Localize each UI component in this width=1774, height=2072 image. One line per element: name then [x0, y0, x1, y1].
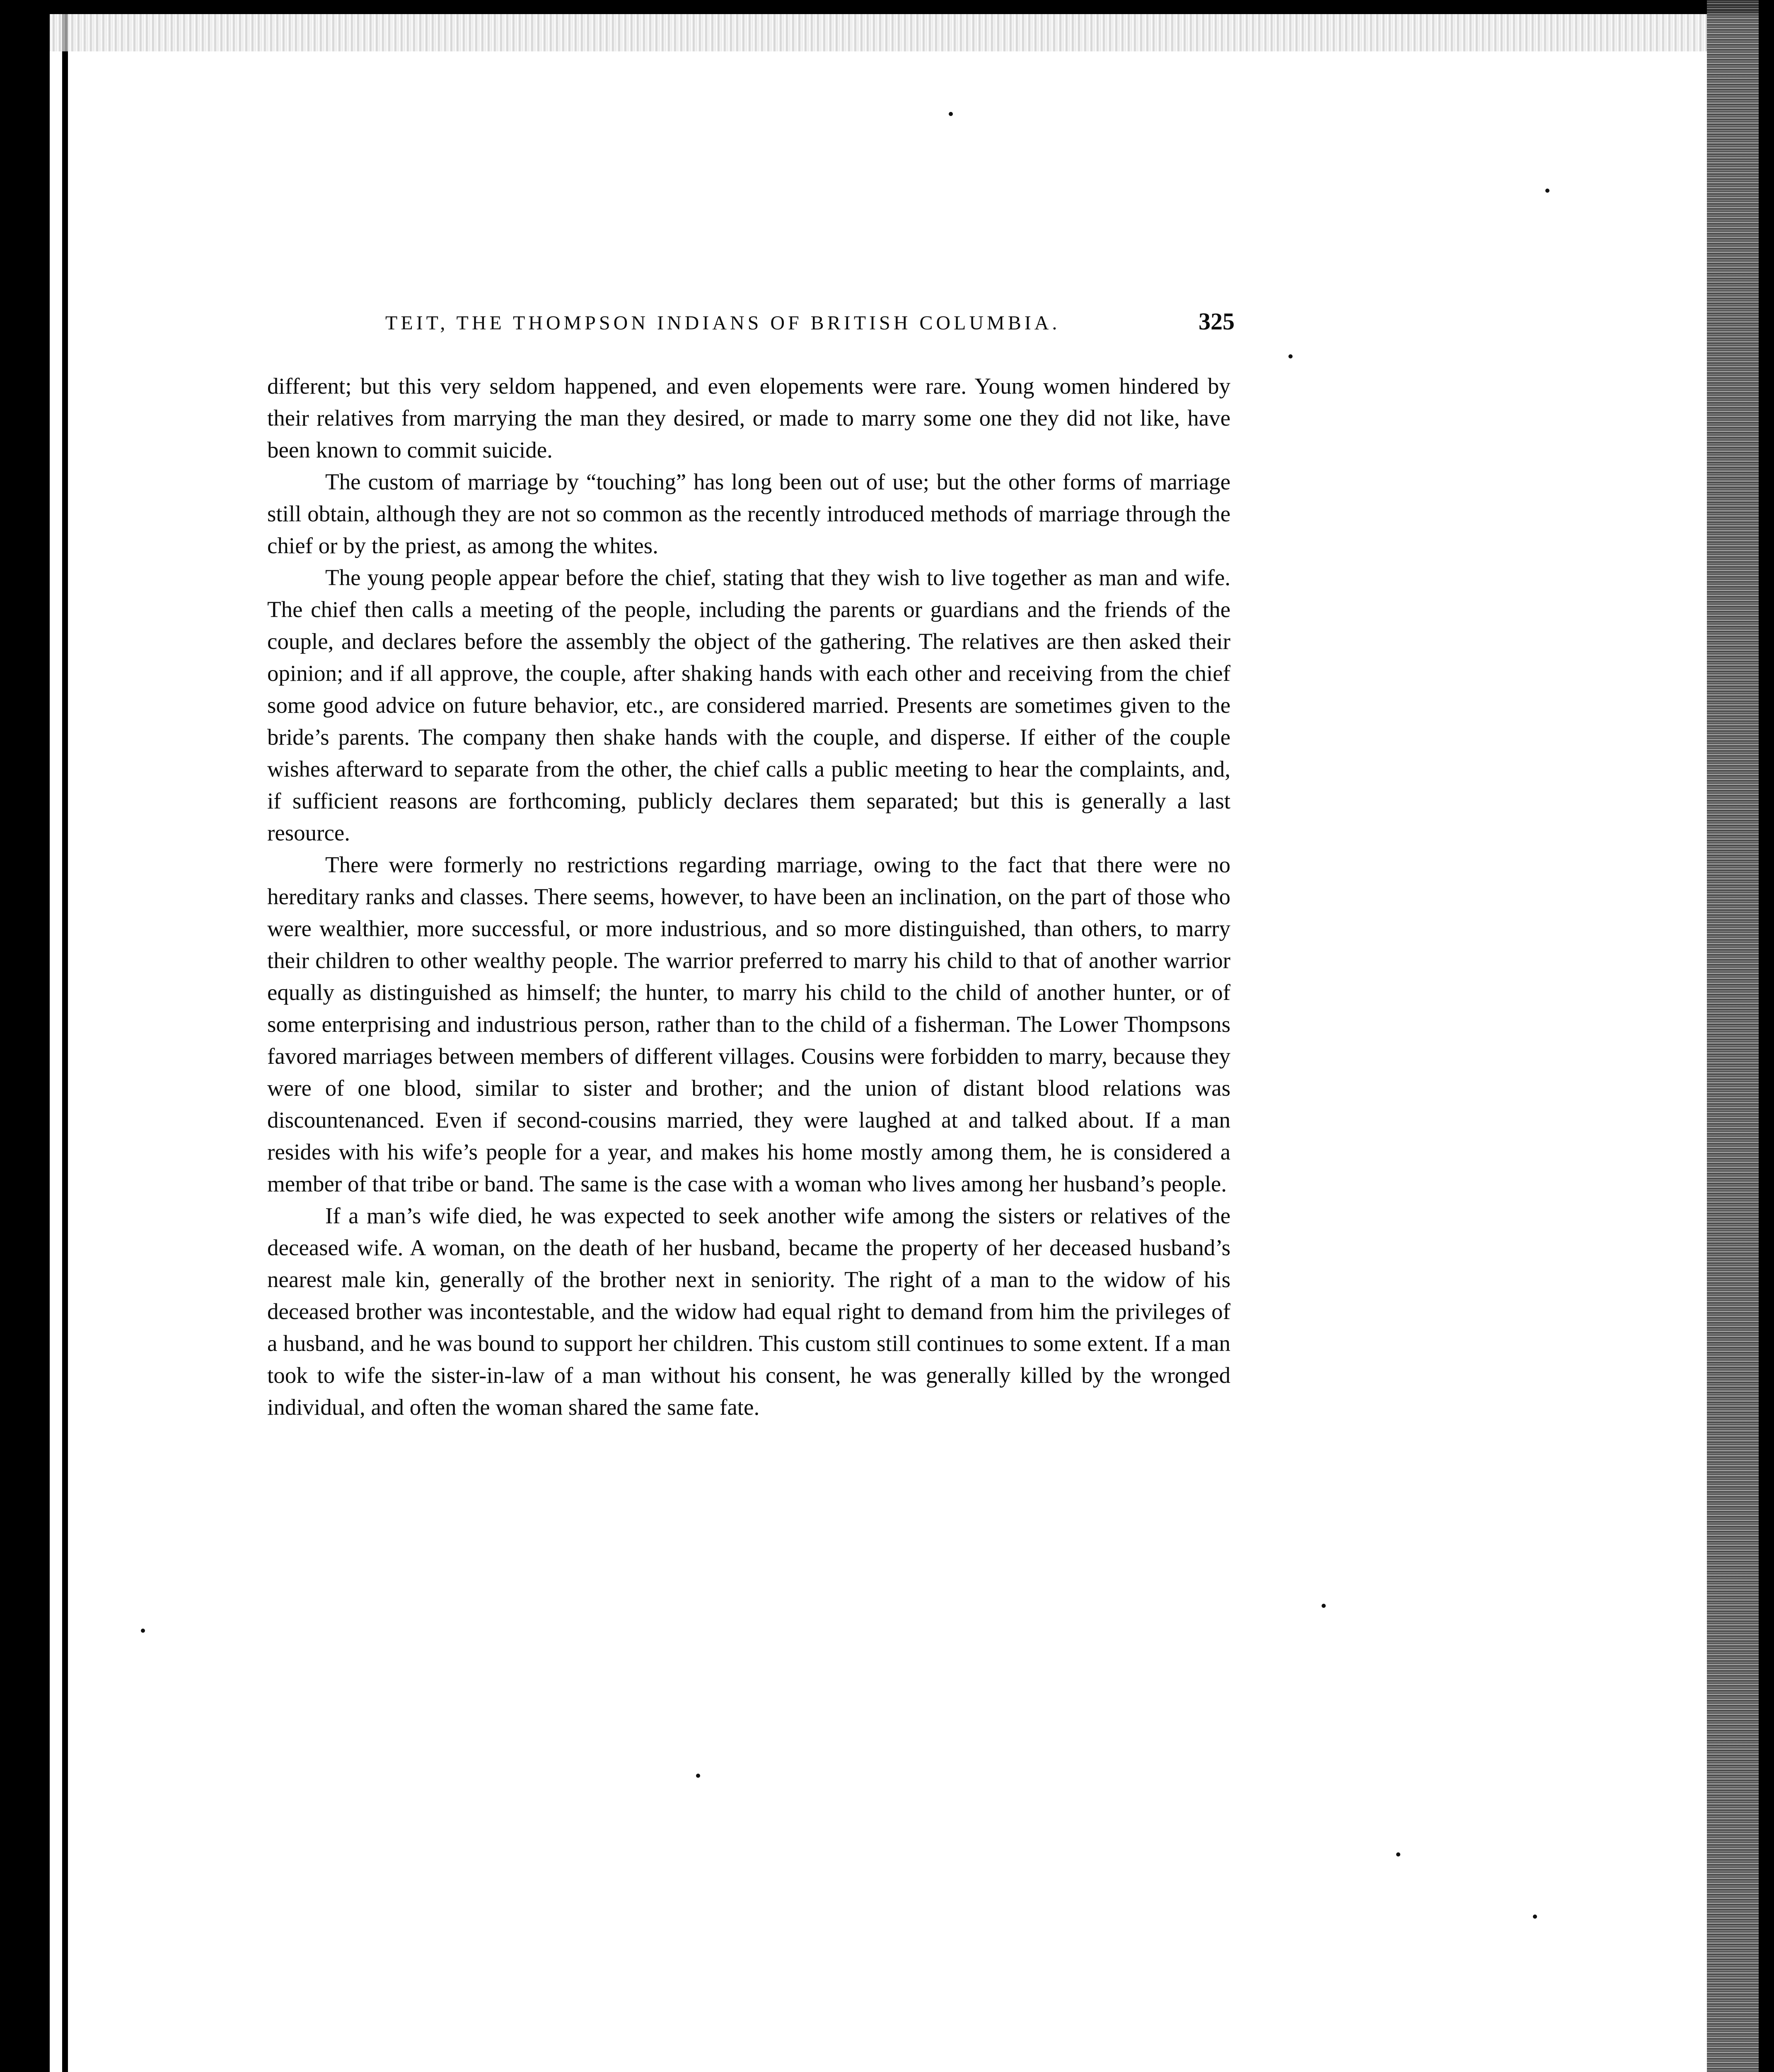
scan-speck	[696, 1774, 700, 1778]
scan-border-top	[0, 0, 1774, 14]
scan-border-right	[1759, 0, 1774, 2072]
paragraph-touching-custom: The custom of marriage by “touching” has long been out of use; but the other forms of marriage still obtain, although they are not so common as the recently introduced methods of marriage through the chief or by the priest, as among the whites.	[267, 469, 1230, 558]
scan-speck	[1545, 189, 1549, 193]
scan-border-left	[0, 0, 50, 2072]
scan-speck	[1322, 1604, 1326, 1608]
scan-speck	[1533, 1915, 1537, 1919]
running-head: TEIT, THE THOMPSON INDIANS OF BRITISH COLUMBIA.	[385, 312, 1061, 334]
page-number: 325	[1199, 308, 1235, 335]
scan-speck	[1288, 354, 1293, 358]
scan-speck	[1396, 1852, 1400, 1857]
paragraph-continuation: different; but this very seldom happened, and even elopements were rare. Young women hindered by their relatives from marrying the man they desired, or made to marry some one they did not like, have been known to commit suicide.	[267, 373, 1230, 462]
paragraph-marriage-before-chief: The young people appear before the chief, stating that they wish to live together as man and wife. The chief then calls a meeting of the people, including the parents or guardians and the friends of the couple, and declares before the assembly the object of the gathering. The relatives are then asked their opinion; and if all approve, the couple, after shaking hands with each other and receiving from the chief some good advice on future behavior, etc., are considered married. Presents are sometimes given to the bride’s parents. The company then shake hands with the couple, and disperse. If either of the couple wishes afterward to separate from the other, the chief calls a public meeting to hear the complaints, and, if sufficient reasons are forthcoming, publicly declares them separated; but this is generally a last resource.	[267, 565, 1230, 845]
paragraph-marriage-restrictions: There were formerly no restrictions regarding marriage, owing to the fact that there were no hereditary ranks and classes. There seems, however, to have been an inclination, on the part of those who were wealthier, more successful, or more industrious, and so more distinguished, than others, to marry their children to other wealthy people. The warrior preferred to marry his child to that of another warrior equally as distinguished as himself; the hunter, to marry his child to the child of another hunter, or of some enterprising and industrious person, rather than to the child of a fisherman. The Lower Thompsons favored marriages between members of different villages. Cousins were forbidden to marry, because they were of one blood, similar to sister and brother; and the union of distant blood relations was discountenanced. Even if second-cousins married, they were laughed at and talked about. If a man resides with his wife’s people for a year, and makes his home mostly among them, he is considered a member of that tribe or band. The same is the case with a woman who lives among her husband’s people.	[267, 852, 1230, 1196]
paragraph-widow-custom: If a man’s wife died, he was expected to seek another wife among the sisters or relatives of the deceased wife. A woman, on the death of her husband, became the property of her deceased husband’s nearest male kin, generally of the brother next in seniority. The right of a man to the widow of his deceased brother was incontestable, and the widow had equal right to demand from him the privileges of a husband, and he was bound to support her children. This custom still continues to some extent. If a man took to wife the sister-in-law of a man without his consent, he was generally killed by the wronged individual, and often the woman shared the same fate.	[267, 1203, 1230, 1420]
scan-speck	[141, 1629, 145, 1633]
text-body	[267, 370, 1230, 1423]
scan-border-left-line	[62, 0, 68, 2072]
scan-speck	[949, 112, 953, 116]
scan-noise-top	[50, 14, 1707, 51]
scan-noise-right	[1707, 0, 1759, 2072]
